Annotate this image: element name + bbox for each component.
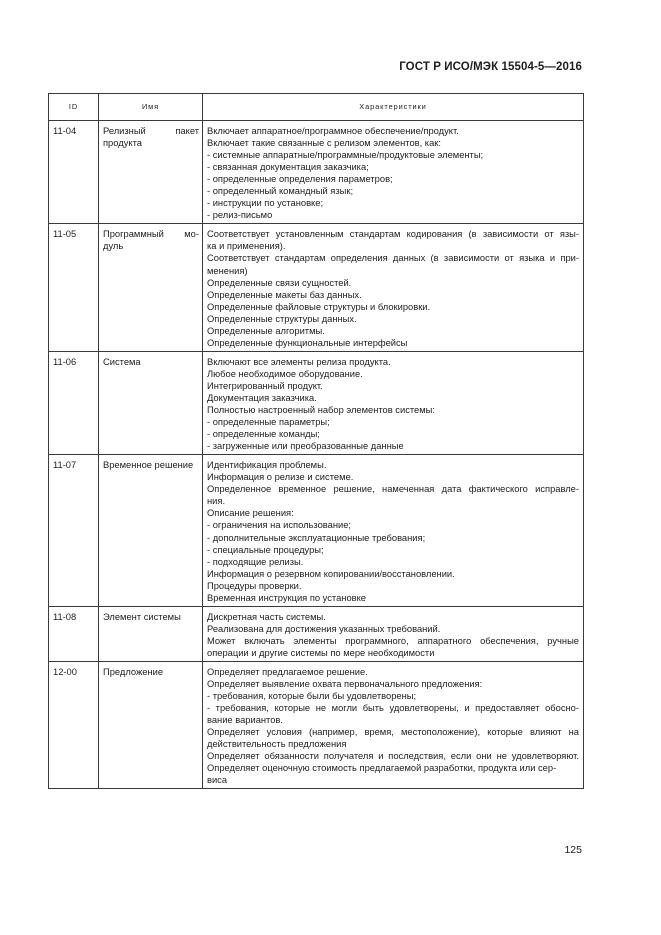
row-name-line: Система: [103, 356, 141, 367]
characteristic-line: - релиз-письмо: [207, 210, 273, 221]
characteristic-line: менения): [207, 265, 248, 276]
document-header: ГОСТ Р ИСО/МЭК 15504-5—2016: [399, 61, 582, 73]
row-name-line: продукта: [103, 138, 142, 149]
row-characteristics: [203, 121, 584, 224]
characteristic-line: Определяет предлагаемое решение.: [207, 666, 368, 677]
characteristic-line: - требования, которые были бы удовлетворены;: [207, 691, 417, 702]
row-characteristics: [203, 351, 584, 454]
row-name: [99, 661, 203, 788]
characteristic-line: - требования, которые не могли быть удовлетворены, и предоставляет обосно-: [207, 703, 579, 714]
characteristic-line: - определенные определения параметров;: [207, 174, 393, 185]
characteristic-line: Интегрированный продукт.: [207, 380, 323, 391]
characteristic-line: Может включать элементы программного, аппаратного обеспечения, ручные: [207, 635, 579, 646]
characteristic-line: Определяет условия (например, время, местоположение), которые влияют на: [207, 727, 579, 738]
characteristic-line: вание вариантов.: [207, 715, 283, 726]
table-row: [49, 455, 584, 607]
characteristic-line: - дополнительные эксплуатационные требования;: [207, 532, 426, 543]
characteristic-line: Информация о релизе и системе.: [207, 472, 354, 483]
table-row: [49, 661, 584, 788]
column-header-characteristics: Характеристики: [203, 94, 584, 121]
characteristic-line: ка и применения).: [207, 241, 286, 252]
row-name: [99, 606, 203, 661]
row-name-line: Программный мо-: [103, 229, 199, 240]
characteristic-line: ния.: [207, 496, 226, 507]
characteristic-line: - инструкции по установке;: [207, 198, 324, 209]
row-name-line: Элемент системы: [103, 611, 181, 622]
characteristic-line: Соответствует установленным стандартам кодирования (в зависимости от язы-: [207, 229, 579, 240]
characteristic-line: Временная инструкция по установке: [207, 592, 366, 603]
characteristic-line: Определенные связи сущностей.: [207, 277, 352, 288]
row-name-line: Временное решение: [103, 460, 194, 471]
characteristic-line: Определяет выявление охвата первоначального предложения:: [207, 679, 483, 690]
characteristic-line: - специальные процедуры;: [207, 544, 324, 555]
characteristic-line: - определенные команды;: [207, 429, 320, 440]
characteristic-line: виса: [207, 775, 228, 786]
characteristic-line: - определенные параметры;: [207, 417, 330, 428]
characteristic-line: - загруженные или преобразованные данные: [207, 441, 404, 452]
characteristic-line: Реализована для достижения указанных требований.: [207, 623, 441, 634]
characteristic-line: операции и другие системы по мере необходимости: [207, 647, 435, 658]
row-id: 11-05: [49, 224, 99, 351]
page-number: 125: [564, 844, 582, 856]
row-id: 12-00: [49, 661, 99, 788]
characteristics-table: [48, 93, 584, 789]
table-row: [49, 121, 584, 224]
table-row: [49, 224, 584, 351]
row-name-line: Предложение: [103, 666, 164, 677]
row-characteristics: [203, 224, 584, 351]
characteristic-line: Процедуры проверки.: [207, 580, 302, 591]
row-name: [99, 224, 203, 351]
row-id: 11-07: [49, 455, 99, 607]
characteristic-line: Любое необходимое оборудование.: [207, 368, 363, 379]
row-id: 11-04: [49, 121, 99, 224]
row-characteristics: [203, 606, 584, 661]
characteristic-line: - подходящие релизы.: [207, 556, 304, 567]
characteristic-line: Идентификация проблемы.: [207, 460, 327, 471]
characteristic-line: Информация о резервном копировании/восстановлении.: [207, 568, 455, 579]
row-name-line: Релизный пакет: [103, 126, 199, 136]
characteristic-line: Включает такие связанные с релизом элементов, как:: [207, 138, 441, 149]
characteristic-line: - связанная документация заказчика;: [207, 162, 369, 173]
characteristic-line: Определенные файловые структуры и блокировки.: [207, 301, 431, 312]
characteristic-line: Документация заказчика.: [207, 392, 317, 403]
row-name: [99, 455, 203, 607]
characteristic-line: Определенные макеты баз данных.: [207, 289, 362, 300]
row-id: 11-08: [49, 606, 99, 661]
table-header-row: [49, 94, 584, 121]
row-characteristics: [203, 455, 584, 607]
characteristic-line: Полностью настроенный набор элементов системы:: [207, 405, 435, 416]
characteristic-line: Определенные структуры данных.: [207, 313, 357, 324]
characteristic-line: Описание решения:: [207, 508, 294, 519]
characteristic-line: Включает аппаратное/программное обеспечение/продукт.: [207, 126, 459, 136]
row-id: 11-06: [49, 351, 99, 454]
characteristic-line: Определенные алгоритмы.: [207, 325, 325, 336]
table-row: [49, 351, 584, 454]
table-row: [49, 606, 584, 661]
characteristic-line: - определенный командный язык;: [207, 186, 354, 197]
row-name: [99, 121, 203, 224]
row-name-line: дуль: [103, 241, 124, 252]
characteristic-line: Определяет обязанности получателя и последствия, если они не удовлетворяют.: [207, 751, 579, 762]
characteristic-line: - ограничения на использование;: [207, 520, 352, 531]
characteristic-line: Соответствует стандартам определения данных (в зависимости от языка и при-: [207, 253, 579, 264]
column-header-id: ID: [49, 94, 99, 121]
characteristic-line: действительность предложения: [207, 739, 347, 750]
characteristic-line: Определенные функциональные интерфейсы: [207, 337, 408, 348]
characteristic-line: Определяет оценочную стоимость предлагаемой разработки, продукта или сер-: [207, 763, 557, 774]
characteristic-line: - системные аппаратные/программные/продуктовые элементы;: [207, 150, 484, 161]
characteristic-line: Дискретная часть системы.: [207, 611, 326, 622]
row-name: [99, 351, 203, 454]
characteristic-line: Определенное временное решение, намеченная дата фактического исправле-: [207, 484, 579, 495]
row-characteristics: [203, 661, 584, 788]
column-header-name: Имя: [99, 94, 203, 121]
characteristic-line: Включают все элементы релиза продукта.: [207, 356, 391, 367]
